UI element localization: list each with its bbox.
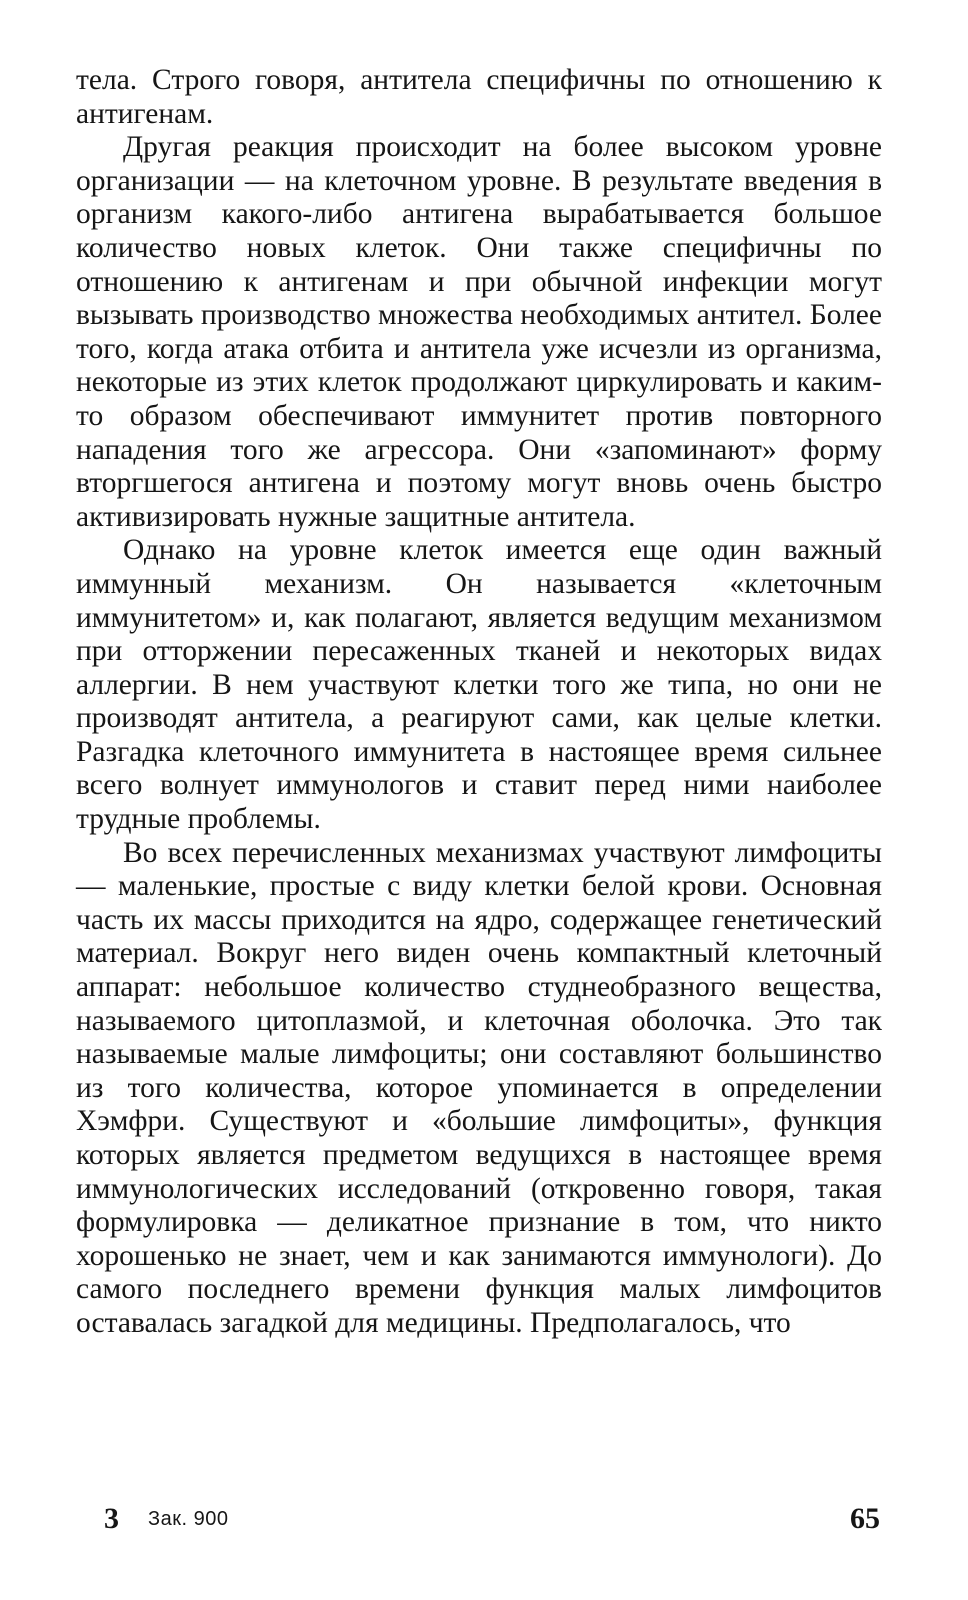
page-number: 65 [850, 1502, 880, 1535]
paragraph-3: Однако на уровне клеток имеется еще один важный иммунный механизм. Он называется «клеточным иммунитетом» и, как полагают, является ведущим механизмом при отторжении пересаженных тканей и некоторых видах аллергии. В нем участвуют клетки того же типа, но они не производят антитела, а реагируют сами, как целые клетки. Разгадка клеточного иммунитета в настоящее время сильнее всего волнует иммунологов и ставит перед ними наиболее трудные проблемы. [76, 534, 882, 836]
signature-number: 3 [104, 1502, 119, 1535]
printing-order: Зак. 900 [148, 1508, 229, 1530]
paragraph-4: Во всех перечисленных механизмах участвуют лимфоциты — маленькие, простые с виду клетки белой крови. Основная часть их массы приходится на ядро, содержащее генетический материал. Вокруг него виден очень компактный клеточный аппарат: небольшое количество студнеобразного вещества, называемого цитоплазмой, и клеточная оболочка. Это так называемые малые лимфоциты; они составляют большинство из того количества, которое упоминается в определении Хэмфри. Существуют и «большие лимфоциты», функция которых является предметом ведущихся в настоящее время иммунологических исследований (откровенно говоря, такая формулировка — деликатное признание в том, что никто хорошенько не знает, чем и как занимаются иммунологи). До самого последнего времени функция малых лимфоцитов оставалась загадкой для медицины. Предполагалось, что [76, 836, 882, 1339]
paragraph-2: Другая реакция происходит на более высоком уровне организации — на клеточном уровне. В результате введения в организм какого-либо антигена вырабатывается большое количество новых клеток. Они также специфичны по отношению к антигенам и при обычной инфекции могут вызывать производство множества необходимых антител. Более того, когда атака отбита и антитела уже исчезли из организма, некоторые из этих клеток продолжают циркулировать и каким-то образом обеспечивают иммунитет против повторного нападения того же агрессора. Они «запоминают» форму вторгшегося антигена и поэтому могут вновь очень быстро активизировать нужные защитные антитела. [76, 131, 882, 533]
page-body [76, 64, 882, 1341]
paragraph-1: тела. Строго говоря, антитела специфичны по отношению к антигенам. [76, 64, 882, 130]
page-footer [76, 1502, 882, 1542]
